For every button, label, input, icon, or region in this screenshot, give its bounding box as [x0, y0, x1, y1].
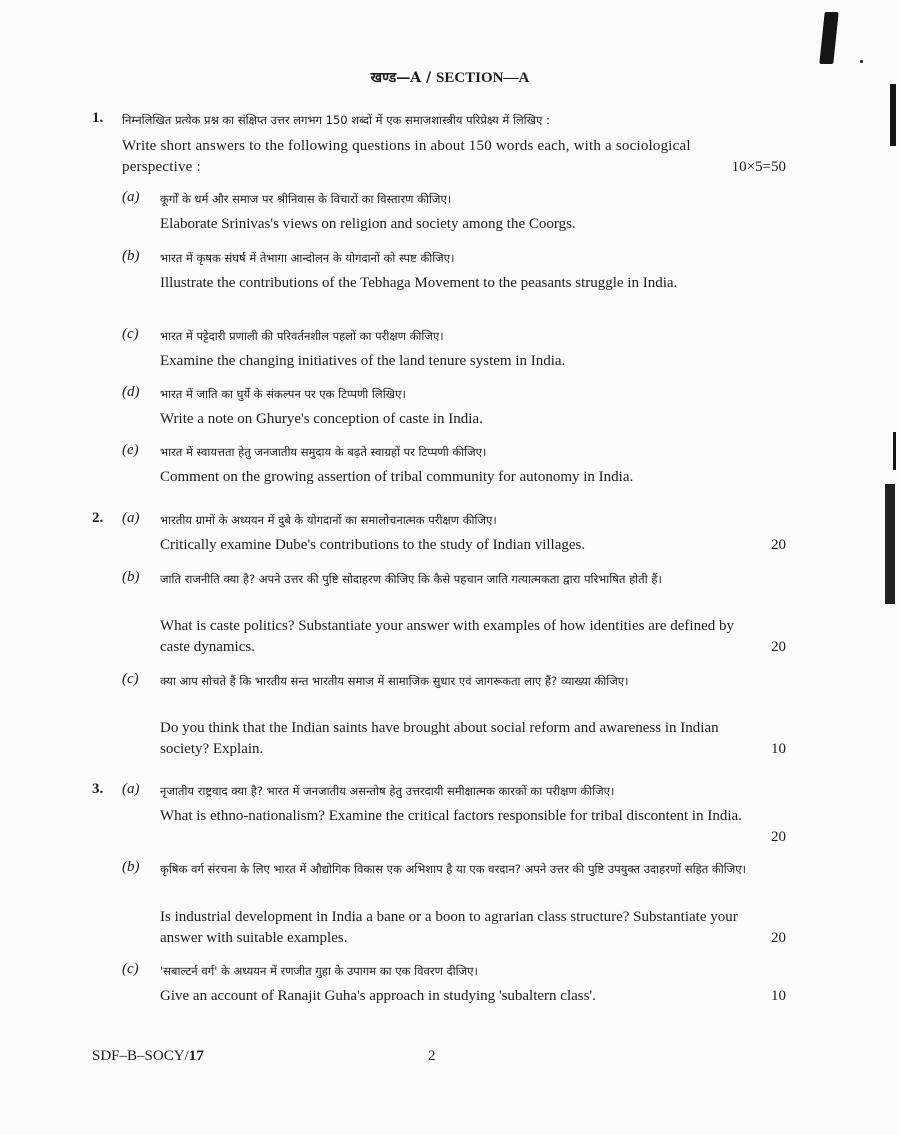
part-text-hindi: कृषिक वर्ग संरचना के लिए भारत में औद्योगिक विकास एक अभिशाप है या एक वरदान? अपने उत्तर की पुष्टि उपयुक्त उदाहरणों सहित कीजिए।: [160, 862, 746, 876]
section-heading-english: SECTION—A: [435, 70, 530, 86]
part-text-english: Give an account of Ranajit Guha's approach in studying 'subaltern class'.: [160, 988, 596, 1004]
part-text-hindi: भारत में जाति का घुर्ये के संकल्पन पर एक टिप्पणी लिखिए।: [160, 387, 406, 401]
part-label: (b): [122, 248, 140, 264]
section-heading-hindi: खण्ड—A: [370, 70, 422, 86]
part-label: (c): [122, 326, 139, 342]
question-number: 1.: [92, 110, 104, 126]
part-text-english: Do you think that the Indian saints have brought about social reform and awareness in Indian society? Explain.: [160, 720, 719, 757]
paper-code: [92, 1048, 204, 1065]
paper-code-suffix: 17: [188, 1048, 204, 1064]
scan-artifact-dot: [860, 60, 863, 63]
part-text-english: What is caste politics? Substantiate your answer with examples of how identities are defined by caste dynamics.: [160, 618, 735, 655]
section-heading-separator: /: [425, 70, 432, 86]
scan-artifact-edge: [893, 432, 896, 470]
part-label: (a): [122, 781, 140, 797]
part-label: (b): [122, 569, 140, 585]
part-text-hindi: 'सबाल्टर्न वर्ग' के अध्ययन में रणजीत गुहा के उपागम का एक विवरण दीजिए।: [160, 964, 478, 978]
part-marks: 10: [771, 988, 786, 1004]
part-marks: 10: [771, 741, 786, 757]
question-number: 3.: [92, 781, 104, 797]
part-label: (b): [122, 859, 140, 875]
part-label: (e): [122, 442, 139, 458]
part-text-english: Examine the changing initiatives of the land tenure system in India.: [160, 353, 566, 369]
scan-artifact-edge: [890, 84, 896, 146]
part-text-hindi: क्या आप सोचते हैं कि भारतीय सन्त भारतीय समाज में सामाजिक सुधार एवं जागरूकता लाए हैं? व्याख्या कीजिए।: [160, 674, 629, 688]
part-text-english: Illustrate the contributions of the Tebhaga Movement to the peasants struggle in India.: [160, 275, 678, 291]
part-text-english: Comment on the growing assertion of tribal community for autonomy in India.: [160, 469, 634, 485]
question-instruction-english: Write short answers to the following questions in about 150 words each, with a sociological perspective :: [122, 138, 691, 175]
part-text-english: Critically examine Dube's contributions to the study of Indian villages.: [160, 537, 586, 553]
section-heading: [0, 68, 900, 89]
part-text-hindi: भारत में पट्टेदारी प्रणाली की परिवर्तनशील पहलों का परीक्षण कीजिए।: [160, 329, 444, 343]
scan-artifact-mark: [819, 12, 838, 64]
part-label: (c): [122, 961, 139, 977]
paper-code-prefix: SDF–B–SOCY/: [92, 1048, 189, 1064]
question-instruction-hindi: निम्नलिखित प्रत्येक प्रश्न का संक्षिप्त उत्तर लगभग 150 शब्दों में एक समाजशास्त्रीय परिप्रेक्ष्य में लिखिए :: [122, 113, 550, 127]
part-label: (a): [122, 189, 140, 205]
part-text-hindi: भारत में स्वायत्तता हेतु जनजातीय समुदाय के बढ़ते स्वाग्रहों पर टिप्पणी कीजिए।: [160, 445, 487, 459]
part-text-hindi: नृजातीय राष्ट्रवाद क्या है? भारत में जनजातीय असन्तोष हेतु उत्तरदायी समीक्षात्मक कारकों का परीक्षण कीजिए।: [160, 784, 615, 798]
part-text-hindi: भारतीय ग्रामों के अध्ययन में दुबे के योगदानों का समालोचनात्मक परीक्षण कीजिए।: [160, 513, 497, 527]
part-text-english: Elaborate Srinivas's views on religion and society among the Coorgs.: [160, 216, 576, 232]
part-text-english: What is ethno-nationalism? Examine the critical factors responsible for tribal discontent in India.: [160, 808, 742, 824]
part-text-english: Is industrial development in India a bane or a boon to agrarian class structure? Substantiate your answer with suitable examples.: [160, 909, 738, 946]
part-marks: 20: [771, 930, 786, 946]
question-number: 2.: [92, 510, 104, 526]
part-label: (d): [122, 384, 140, 400]
question-marks: 10×5=50: [731, 159, 786, 175]
part-label: (a): [122, 510, 140, 526]
page-number: 2: [428, 1048, 436, 1064]
part-marks: 20: [771, 537, 786, 553]
part-marks: 20: [771, 829, 786, 845]
part-text-hindi: कूर्गों के धर्म और समाज पर श्रीनिवास के विचारों का विस्तारण कीजिए।: [160, 192, 452, 206]
scan-artifact-edge: [885, 484, 895, 604]
part-label: (c): [122, 671, 139, 687]
part-text-hindi: जाति राजनीति क्या है? अपने उत्तर की पुष्टि सोदाहरण कीजिए कि कैसे पहचान जाति गत्यात्मकता द्वारा परिभाषित होती हैं।: [160, 572, 662, 586]
part-text-hindi: भारत में कृषक संघर्ष में तेभागा आन्दोलन के योगदानों को स्पष्ट कीजिए।: [160, 251, 455, 265]
part-text-english: Write a note on Ghurye's conception of caste in India.: [160, 411, 483, 427]
part-marks: 20: [771, 639, 786, 655]
